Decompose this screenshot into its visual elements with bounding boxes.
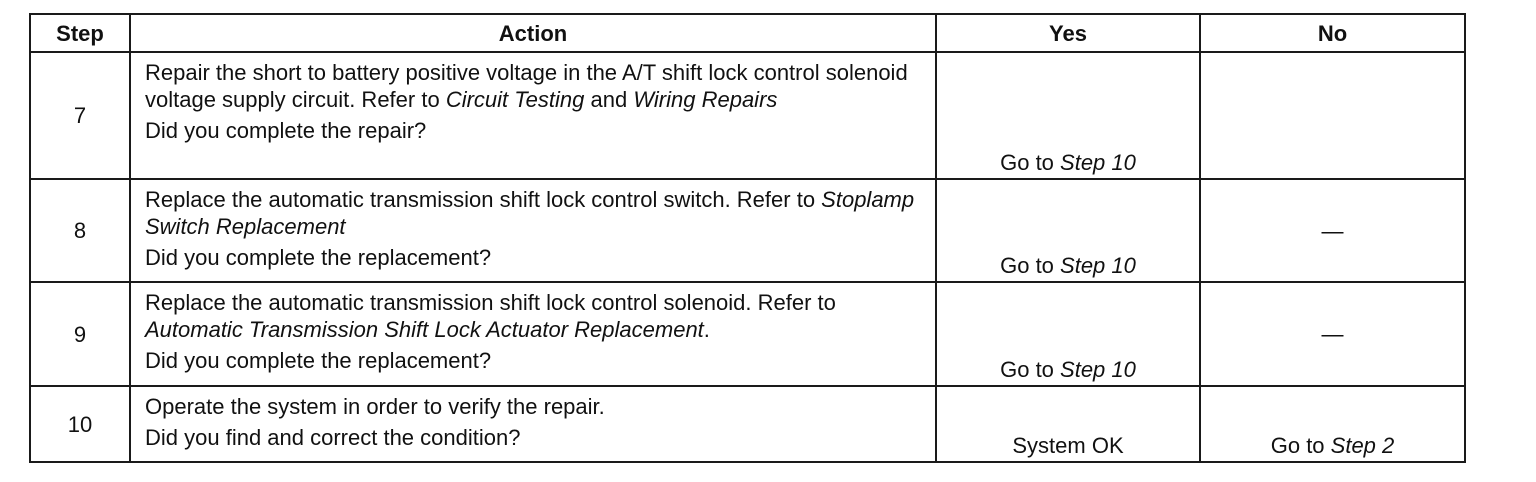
step-number: 10 — [30, 386, 130, 462]
no-result — [1201, 432, 1464, 459]
column-header-step: Step — [30, 14, 130, 52]
table-row — [30, 282, 1465, 386]
action-cell — [130, 179, 936, 282]
no-cell — [1200, 52, 1465, 179]
result-prefix: Go to — [1000, 253, 1061, 278]
column-header-no: No — [1200, 14, 1465, 52]
no-cell — [1200, 282, 1465, 386]
result-prefix: Go to — [1270, 433, 1331, 458]
action-cell — [130, 282, 936, 386]
action-text: Operate the system in order to verify the repair. — [145, 394, 605, 419]
step-number: 8 — [30, 179, 130, 282]
yes-result — [937, 252, 1199, 279]
no-cell — [1200, 179, 1465, 282]
column-header-yes: Yes — [936, 14, 1200, 52]
action-instruction — [145, 186, 925, 240]
action-question: Did you complete the replacement? — [145, 348, 492, 373]
yes-result — [937, 149, 1199, 176]
action-text: and — [584, 87, 634, 112]
yes-cell — [936, 179, 1200, 282]
yes-cell — [936, 282, 1200, 386]
action-instruction — [145, 393, 925, 420]
action-text: Replace the automatic transmission shift lock control solenoid. Refer to — [145, 290, 836, 315]
table-header-row — [30, 14, 1465, 52]
action-question: Did you complete the repair? — [145, 118, 427, 143]
reference-link[interactable]: Wiring Repairs — [633, 87, 778, 112]
result-prefix: Go to — [1000, 150, 1061, 175]
yes-result: System OK — [1012, 433, 1124, 458]
step-reference-link[interactable]: Step 10 — [1060, 253, 1136, 278]
diagnostic-step-table — [29, 13, 1466, 463]
yes-cell — [936, 52, 1200, 179]
step-number: 9 — [30, 282, 130, 386]
table-row — [30, 179, 1465, 282]
action-instruction — [145, 289, 925, 343]
step-reference-link[interactable]: Step 10 — [1060, 150, 1136, 175]
no-result: — — [1321, 218, 1344, 243]
step-reference-link[interactable]: Step 10 — [1060, 357, 1136, 382]
action-cell — [130, 52, 936, 179]
action-text: Repair the short to battery positive voltage in the A/T shift lock control solenoid voltage supply circuit. Refer to — [145, 60, 908, 112]
reference-link[interactable]: Stoplamp Switch Replacement — [145, 187, 915, 239]
action-question: Did you find and correct the condition? — [145, 425, 521, 450]
table-row — [30, 52, 1465, 179]
action-cell — [130, 386, 936, 462]
column-header-action: Action — [130, 14, 936, 52]
step-reference-link[interactable]: Step 2 — [1330, 433, 1395, 458]
no-cell — [1200, 386, 1465, 462]
no-result: — — [1321, 321, 1344, 347]
action-text: Replace the automatic transmission shift lock control switch. Refer to — [145, 187, 822, 212]
table-row — [30, 386, 1465, 462]
reference-link[interactable]: Automatic Transmission Shift Lock Actuator Replacement — [145, 317, 704, 342]
yes-cell — [936, 386, 1200, 462]
action-text: . — [703, 317, 710, 342]
result-prefix: Go to — [1000, 357, 1061, 382]
action-question: Did you complete the replacement? — [145, 245, 492, 270]
yes-result — [937, 356, 1199, 383]
step-number: 7 — [30, 52, 130, 179]
action-instruction — [145, 59, 925, 113]
reference-link[interactable]: Circuit Testing — [445, 87, 585, 112]
